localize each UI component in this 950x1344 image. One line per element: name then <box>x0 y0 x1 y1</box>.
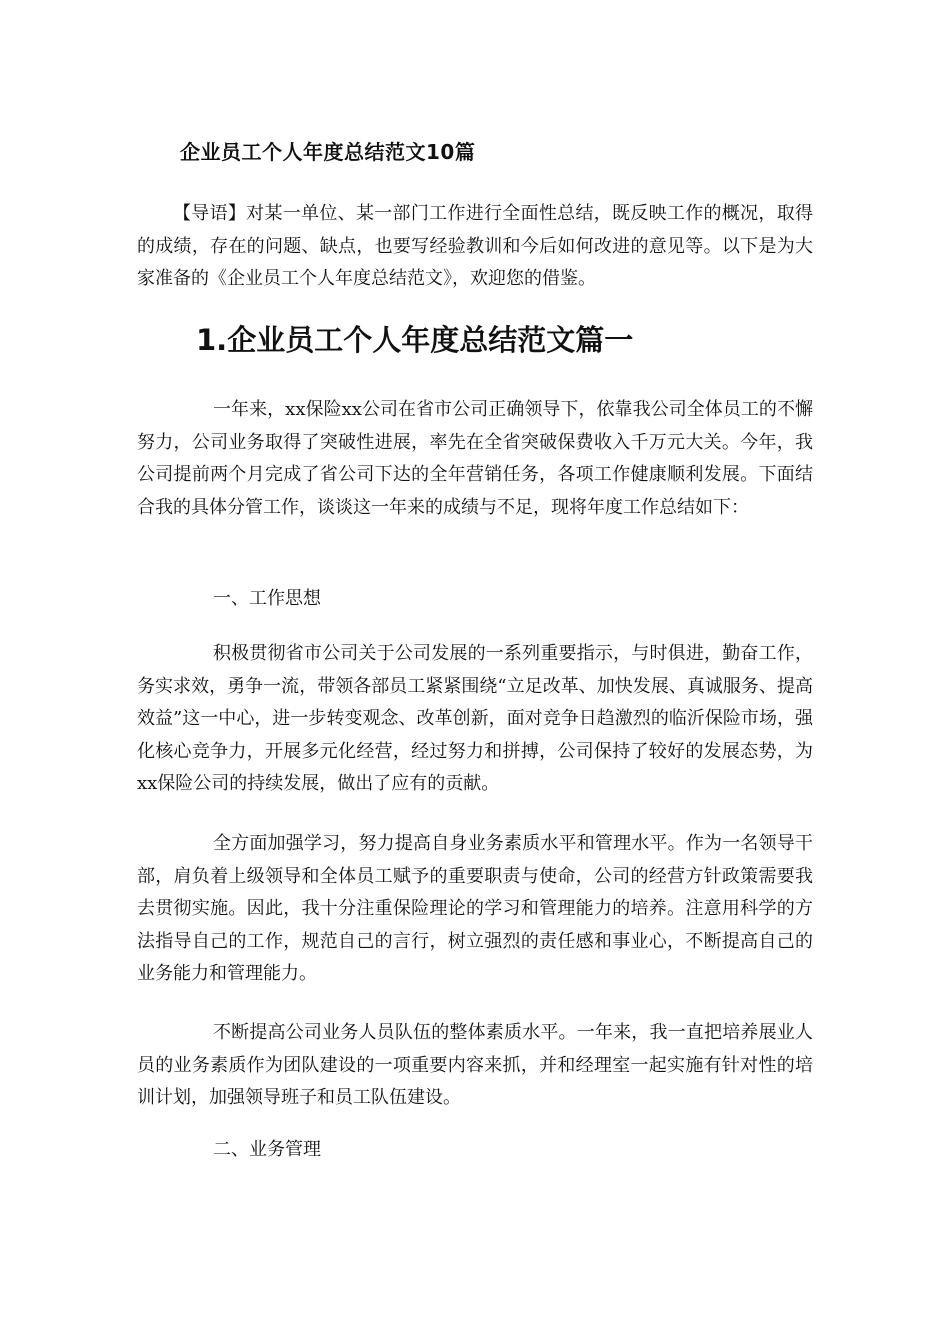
subheading-work-thought: 一、工作思想 <box>213 588 321 609</box>
body-paragraph-2: 积极贯彻省市公司关于公司发展的一系列重要指示，与时俱进，勤奋工作，务实求效，勇争一流，带领各部员工紧紧围绕“立足改革、加快发展、真诚服务、提高效益”这一中心，进一步转变观念、改革创新，面对竞争日趋激烈的临沂保险市场，强化核心竞争力，开展多元化经营，经过努力和拼搏，公司保持了较好的发展态势，为xx保险公司的持续发展，做出了应有的贡献。 <box>137 643 813 794</box>
intro-paragraph: 【导语】对某一单位、某一部门工作进行全面性总结，既反映工作的概况，取得的成绩，存在的问题、缺点，也要写经验教训和今后如何改进的意见等。以下是为大家准备的《企业员工个人年度总结范文》，欢迎您的借鉴。 <box>137 203 813 289</box>
body-paragraph-4: 不断提高公司业务人员队伍的整体素质水平。一年来，我一直把培养展业人员的业务素质作为团队建设的一项重要内容来抓，并和经理室一起实施有针对性的培训计划，加强领导班子和员工队伍建设。 <box>137 1022 813 1108</box>
section-heading: 1.企业员工个人年度总结范文篇一 <box>196 323 634 357</box>
body-paragraph-1: 一年来，xx保险xx公司在省市公司正确领导下，依靠我公司全体员工的不懈努力，公司业务取得了突破性进展，率先在全省突破保费收入千万元大关。今年，我公司提前两个月完成了省公司下达的全年营销任务，各项工作健康顺利发展。下面结合我的具体分管工作，谈谈这一年来的成绩与不足，现将年度工作总结如下： <box>137 399 813 518</box>
body-paragraph-3: 全方面加强学习，努力提高自身业务素质水平和管理水平。作为一名领导干部，肩负着上级领导和全体员工赋予的重要职责与使命，公司的经营方针政策需要我去贯彻实施。因此，我十分注重保险理论的学习和管理能力的培养。注意用科学的方法指导自己的工作，规范自己的言行，树立强烈的责任感和事业心，不断提高自己的业务能力和管理能力。 <box>137 833 813 984</box>
document-title: 企业员工个人年度总结范文10篇 <box>180 140 476 164</box>
subheading-business-management: 二、业务管理 <box>213 1139 321 1160</box>
